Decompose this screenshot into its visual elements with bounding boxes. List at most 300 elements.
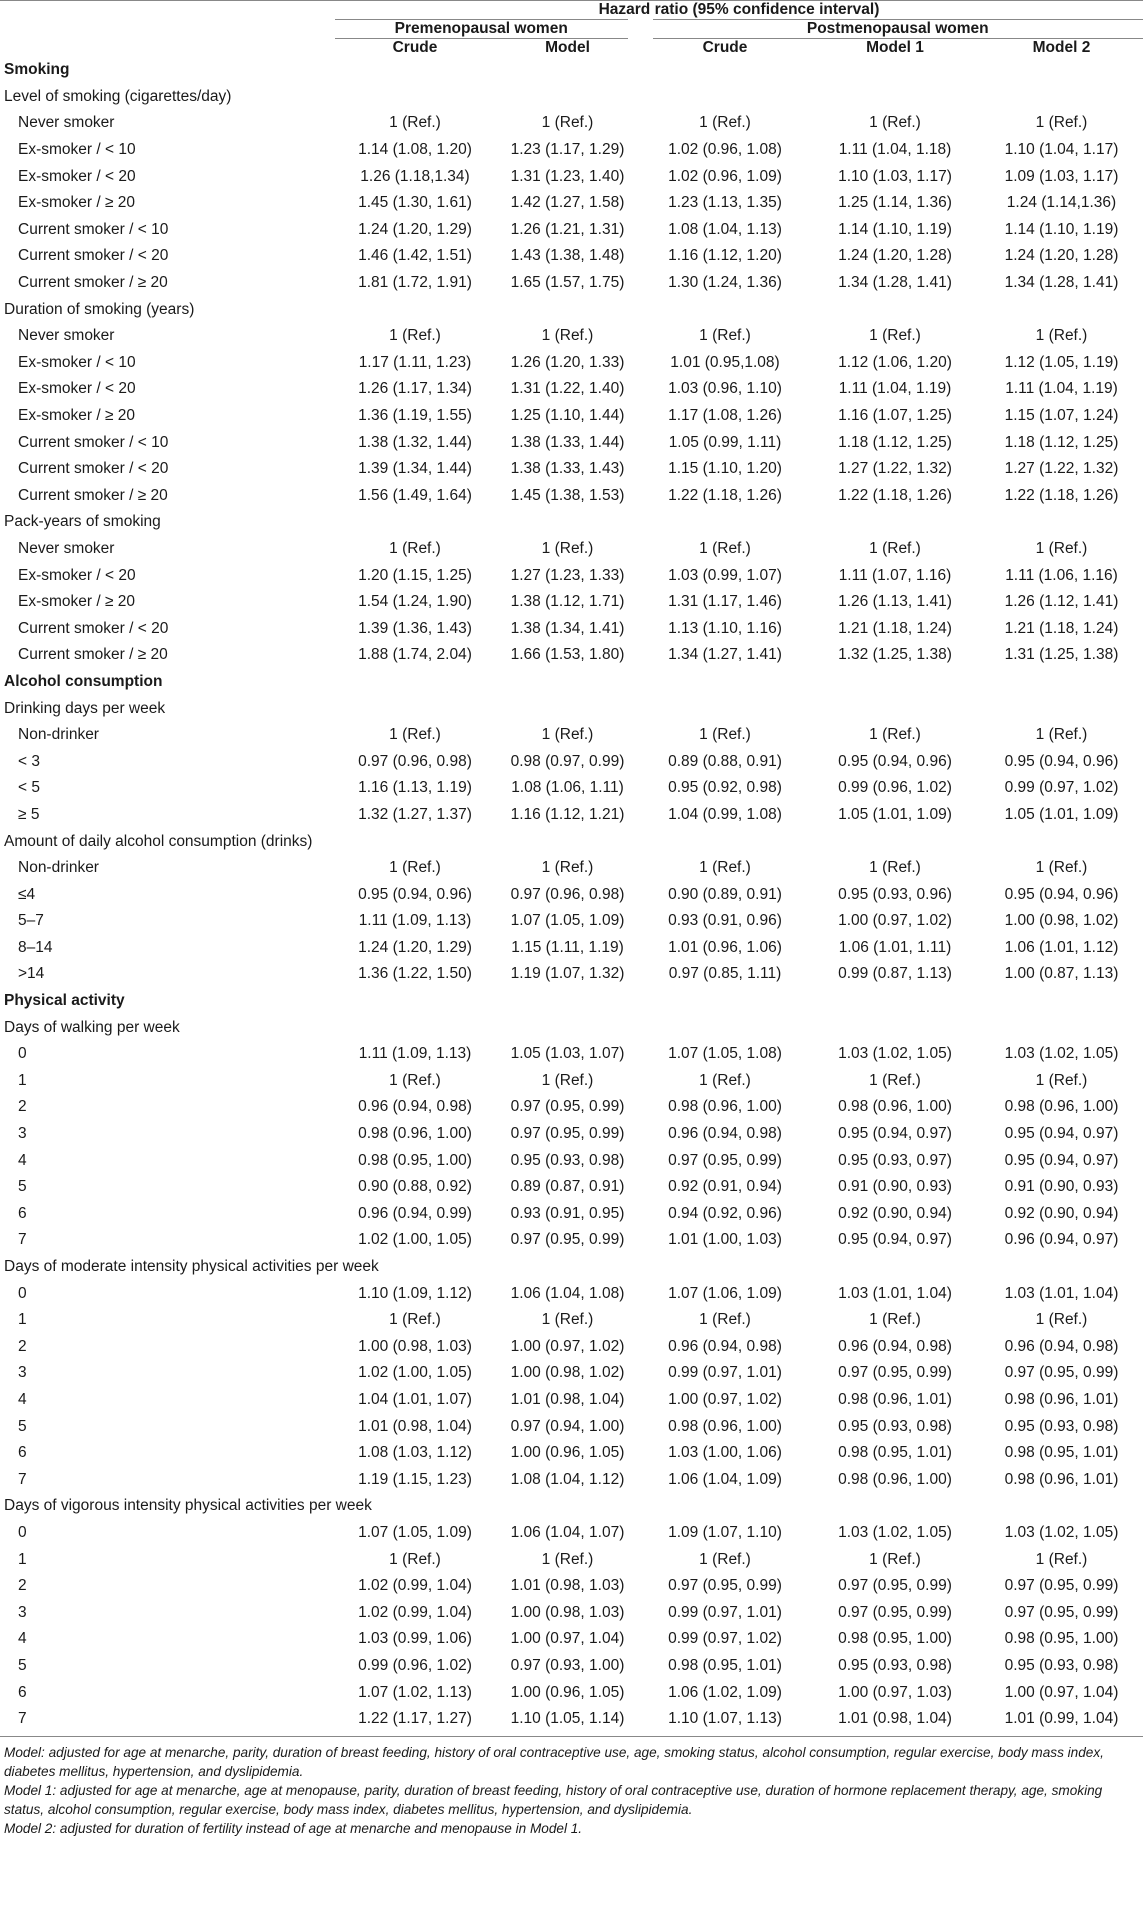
hazard-ratio-cell: 0.97 (0.95, 0.99)	[838, 1364, 952, 1382]
table-row	[0, 1147, 1143, 1174]
table-row	[0, 536, 1143, 563]
hazard-ratio-cell: 1.11 (1.04, 1.18)	[838, 141, 952, 159]
hazard-ratio-cell: 1 (Ref.)	[1035, 859, 1088, 877]
hazard-ratio-cell: 1 (Ref.)	[869, 1550, 921, 1568]
hazard-ratio-cell: 1.02 (0.99, 1.04)	[358, 1603, 472, 1621]
hazard-ratio-cell: 1.23 (1.17, 1.29)	[510, 141, 625, 159]
row-label: 1	[18, 1550, 27, 1568]
table-row	[0, 483, 1143, 510]
hazard-ratio-cell: 1.31 (1.17, 1.46)	[668, 593, 782, 611]
hazard-ratio-cell: 1 (Ref.)	[1035, 327, 1088, 345]
hazard-ratio-cell: 1 (Ref.)	[1035, 1550, 1088, 1568]
hazard-ratio-cell: 0.98 (0.95, 1.01)	[668, 1656, 782, 1674]
hazard-ratio-cell: 1.27 (1.22, 1.32)	[838, 460, 952, 478]
row-label: Current smoker / < 10	[18, 220, 169, 238]
hazard-ratio-cell: 0.96 (0.94, 0.97)	[1004, 1231, 1119, 1249]
hazard-ratio-cell: 1.11 (1.09, 1.13)	[358, 1045, 472, 1063]
table-row	[0, 1679, 1143, 1706]
hazard-ratio-cell: 0.95 (0.94, 0.96)	[838, 752, 952, 770]
hazard-ratio-cell: 0.95 (0.93, 0.98)	[1004, 1417, 1119, 1435]
hazard-ratio-cell: 1 (Ref.)	[869, 114, 921, 132]
row-label: Current smoker / < 10	[18, 433, 169, 451]
hazard-ratio-cell: 1.27 (1.23, 1.33)	[510, 566, 625, 584]
subsection-label: Days of vigorous intensity physical activities per week	[4, 1497, 372, 1515]
hazard-ratio-cell: 1.24 (1.14,1.36)	[1006, 194, 1117, 212]
section-row	[0, 57, 1143, 84]
hazard-ratio-cell: 1 (Ref.)	[699, 1071, 751, 1089]
hazard-ratio-cell: 1.10 (1.04, 1.17)	[1004, 141, 1119, 159]
hazard-ratio-cell: 0.93 (0.91, 0.95)	[510, 1204, 625, 1222]
hazard-ratio-cell: 1 (Ref.)	[1035, 539, 1088, 557]
hazard-ratio-cell: 1.81 (1.72, 1.91)	[358, 274, 472, 292]
hazard-ratio-cell: 1 (Ref.)	[541, 1311, 594, 1329]
hazard-ratio-cell: 0.98 (0.97, 0.99)	[510, 752, 625, 770]
subsection-row	[0, 1014, 1143, 1041]
table-row	[0, 1413, 1143, 1440]
hazard-ratio-cell: 0.95 (0.94, 0.96)	[358, 885, 472, 903]
section-label: Alcohol consumption	[4, 672, 163, 690]
hazard-ratio-cell: 1.23 (1.13, 1.35)	[668, 194, 782, 212]
hazard-ratio-cell: 0.97 (0.95, 0.99)	[510, 1098, 625, 1116]
hazard-ratio-cell: 1.39 (1.34, 1.44)	[358, 460, 472, 478]
table-row	[0, 1520, 1143, 1547]
hazard-ratio-cell: 1.31 (1.25, 1.38)	[1004, 646, 1119, 664]
hazard-ratio-cell: 1 (Ref.)	[869, 327, 921, 345]
hazard-ratio-cell: 1.06 (1.01, 1.12)	[1004, 938, 1119, 956]
hazard-ratio-cell: 1 (Ref.)	[699, 726, 751, 744]
hazard-ratio-cell: 1.24 (1.20, 1.28)	[1004, 247, 1119, 265]
hazard-ratio-cell: 1.00 (0.98, 1.02)	[510, 1364, 625, 1382]
row-label: Current smoker / < 20	[18, 460, 169, 478]
row-label: < 3	[18, 752, 40, 770]
hazard-ratio-cell: 1.38 (1.32, 1.44)	[358, 433, 472, 451]
table-row	[0, 642, 1143, 669]
row-label: Ex-smoker / < 10	[18, 353, 136, 371]
hazard-ratio-cell: 0.95 (0.93, 0.98)	[510, 1151, 625, 1169]
table-row	[0, 1174, 1143, 1201]
hazard-ratio-cell: 1.11 (1.07, 1.16)	[838, 566, 952, 584]
hazard-ratio-cell: 1.10 (1.05, 1.14)	[510, 1710, 625, 1728]
table-row	[0, 1706, 1143, 1733]
hazard-ratio-cell: 1 (Ref.)	[699, 1550, 751, 1568]
subsection-row	[0, 828, 1143, 855]
table-row	[0, 748, 1143, 775]
subsection-label: Pack-years of smoking	[4, 513, 161, 531]
hazard-ratio-cell: 0.94 (0.92, 0.96)	[668, 1204, 782, 1222]
section-row	[0, 988, 1143, 1015]
subsection-label: Level of smoking (cigarettes/day)	[4, 87, 232, 105]
hazard-ratio-cell: 0.97 (0.95, 0.99)	[838, 1577, 952, 1595]
section-row	[0, 669, 1143, 696]
hazard-ratio-cell: 0.90 (0.89, 0.91)	[668, 885, 782, 903]
hazard-ratio-cell: 1.00 (0.87, 1.13)	[1004, 965, 1119, 983]
section-label: Physical activity	[4, 992, 125, 1010]
hazard-ratio-cell: 0.92 (0.90, 0.94)	[838, 1204, 952, 1222]
table-row	[0, 1280, 1143, 1307]
hazard-ratio-cell: 0.95 (0.94, 0.96)	[1004, 885, 1119, 903]
hazard-ratio-cell: 1.05 (1.03, 1.07)	[510, 1045, 625, 1063]
table-row	[0, 217, 1143, 244]
row-label: 5	[18, 1417, 27, 1435]
hazard-ratio-cell: 0.95 (0.94, 0.97)	[838, 1231, 952, 1249]
hazard-ratio-cell: 1.11 (1.09, 1.13)	[358, 912, 472, 930]
hazard-ratio-cell: 1.32 (1.25, 1.38)	[838, 646, 952, 664]
hazard-ratio-cell: 0.98 (0.95, 1.01)	[1004, 1444, 1119, 1462]
hazard-ratio-cell: 0.99 (0.96, 1.02)	[358, 1656, 472, 1674]
hazard-ratio-cell: 1.06 (1.04, 1.07)	[510, 1523, 625, 1541]
hazard-ratio-cell: 1.08 (1.04, 1.13)	[668, 220, 782, 238]
hazard-ratio-cell: 0.98 (0.96, 1.00)	[358, 1125, 472, 1143]
hazard-ratio-cell: 0.95 (0.94, 0.97)	[838, 1125, 952, 1143]
hazard-ratio-cell: 1.01 (0.98, 1.04)	[838, 1710, 952, 1728]
hazard-ratio-cell: 1.19 (1.07, 1.32)	[510, 965, 625, 983]
hazard-ratio-cell: 1 (Ref.)	[389, 1311, 441, 1329]
hazard-ratio-cell: 0.91 (0.90, 0.93)	[838, 1178, 952, 1196]
hazard-ratio-cell: 0.97 (0.94, 1.00)	[510, 1417, 625, 1435]
hazard-ratio-cell: 0.89 (0.87, 0.91)	[510, 1178, 625, 1196]
hazard-ratio-cell: 1.20 (1.15, 1.25)	[358, 566, 472, 584]
hazard-ratio-cell: 1.31 (1.23, 1.40)	[510, 167, 625, 185]
table-row	[0, 376, 1143, 403]
hazard-ratio-cell: 0.91 (0.90, 0.93)	[1004, 1178, 1119, 1196]
row-label: < 5	[18, 779, 40, 797]
row-label: Non-drinker	[18, 859, 99, 877]
hazard-ratio-cell: 1 (Ref.)	[869, 1071, 921, 1089]
row-label: Ex-smoker / < 20	[18, 566, 136, 584]
hazard-ratio-cell: 1.66 (1.53, 1.80)	[510, 646, 625, 664]
hazard-ratio-cell: 1.26 (1.17, 1.34)	[358, 380, 472, 398]
hazard-ratio-cell: 1.04 (0.99, 1.08)	[668, 805, 782, 823]
hazard-ratio-cell: 0.97 (0.93, 1.00)	[510, 1656, 625, 1674]
hazard-ratio-cell: 1.06 (1.04, 1.08)	[510, 1284, 625, 1302]
hazard-ratio-cell: 1.06 (1.04, 1.09)	[668, 1470, 782, 1488]
subsection-label: Drinking days per week	[4, 699, 166, 717]
hazard-ratio-cell: 1.03 (1.02, 1.05)	[838, 1045, 952, 1063]
hazard-ratio-cell: 1.17 (1.11, 1.23)	[358, 353, 472, 371]
hazard-ratio-cell: 1.15 (1.11, 1.19)	[511, 938, 624, 956]
hazard-ratio-cell: 1.01 (0.95,1.08)	[670, 353, 780, 371]
hazard-ratio-cell: 0.99 (0.87, 1.13)	[838, 965, 952, 983]
row-label: 2	[18, 1337, 27, 1355]
hazard-ratio-cell: 1.38 (1.34, 1.41)	[510, 619, 625, 637]
hazard-ratio-cell: 1.00 (0.98, 1.03)	[510, 1603, 625, 1621]
hazard-ratio-cell: 1.01 (0.98, 1.03)	[510, 1577, 625, 1595]
table-row	[0, 429, 1143, 456]
hazard-ratio-cell: 1.00 (0.98, 1.02)	[1004, 912, 1119, 930]
hazard-ratio-cell: 0.98 (0.96, 1.01)	[838, 1390, 952, 1408]
hazard-ratio-cell: 1.13 (1.10, 1.16)	[668, 619, 782, 637]
hazard-ratio-cell: 1 (Ref.)	[389, 1550, 441, 1568]
hazard-ratio-cell: 0.99 (0.97, 1.01)	[668, 1603, 782, 1621]
hazard-ratio-cell: 0.98 (0.96, 1.00)	[668, 1417, 782, 1435]
row-label: >14	[18, 965, 45, 983]
hazard-ratio-cell: 1 (Ref.)	[699, 327, 751, 345]
hazard-ratio-cell: 1.14 (1.10, 1.19)	[838, 220, 952, 238]
table-row	[0, 403, 1143, 430]
hazard-ratio-cell: 0.97 (0.95, 0.99)	[1004, 1364, 1119, 1382]
table-row	[0, 1573, 1143, 1600]
hazard-ratio-cell: 1 (Ref.)	[869, 859, 921, 877]
table-row	[0, 1599, 1143, 1626]
hazard-ratio-cell: 1.46 (1.42, 1.51)	[358, 247, 472, 265]
hazard-ratio-cell: 1.22 (1.18, 1.26)	[1004, 486, 1119, 504]
row-label: ≥ 5	[18, 805, 40, 823]
hazard-ratio-cell: 1.25 (1.10, 1.44)	[510, 407, 625, 425]
table-row	[0, 1360, 1143, 1387]
table-row	[0, 722, 1143, 749]
section-label: Smoking	[4, 61, 70, 79]
table-row	[0, 1227, 1143, 1254]
table-row	[0, 1121, 1143, 1148]
hazard-ratio-cell: 1 (Ref.)	[869, 1311, 921, 1329]
hazard-ratio-cell: 1.34 (1.27, 1.41)	[668, 646, 782, 664]
hazard-ratio-cell: 1 (Ref.)	[1035, 726, 1088, 744]
hazard-ratio-cell: 1.26 (1.21, 1.31)	[510, 220, 625, 238]
hazard-ratio-cell: 0.95 (0.93, 0.97)	[838, 1151, 952, 1169]
hazard-ratio-cell: 1.32 (1.27, 1.37)	[358, 805, 472, 823]
row-label: Ex-smoker / < 10	[18, 141, 136, 159]
hazard-ratio-cell: 1 (Ref.)	[699, 539, 751, 557]
hazard-ratio-cell: 1.03 (1.01, 1.04)	[1004, 1284, 1119, 1302]
hazard-ratio-cell: 1.06 (1.01, 1.11)	[838, 938, 952, 956]
table-footnotes	[0, 1737, 1143, 1838]
row-label: Never smoker	[18, 114, 115, 132]
row-label: 4	[18, 1151, 27, 1169]
hazard-ratio-cell: 1.15 (1.07, 1.24)	[1004, 407, 1119, 425]
hazard-ratio-cell: 1.88 (1.74, 2.04)	[358, 646, 472, 664]
hazard-ratio-cell: 1 (Ref.)	[389, 726, 441, 744]
hazard-ratio-cell: 1.09 (1.03, 1.17)	[1004, 167, 1119, 185]
hazard-ratio-cell: 1 (Ref.)	[699, 114, 751, 132]
subsection-label: Days of moderate intensity physical activities per week	[4, 1258, 379, 1276]
row-label: Current smoker / ≥ 20	[18, 486, 168, 504]
table-row	[0, 908, 1143, 935]
hazard-ratio-cell: 1.14 (1.10, 1.19)	[1004, 220, 1119, 238]
hazard-ratio-cell: 1.03 (1.01, 1.04)	[838, 1284, 952, 1302]
hazard-ratio-cell: 0.95 (0.93, 0.96)	[838, 885, 952, 903]
hazard-ratio-cell: 1.34 (1.28, 1.41)	[838, 274, 952, 292]
hazard-ratio-cell: 1 (Ref.)	[389, 114, 441, 132]
hazard-ratio-cell: 1.01 (0.99, 1.04)	[1004, 1710, 1119, 1728]
hazard-ratio-cell: 1.22 (1.18, 1.26)	[838, 486, 952, 504]
row-label: 3	[18, 1364, 27, 1382]
hazard-ratio-cell: 0.98 (0.96, 1.00)	[668, 1098, 782, 1116]
hazard-ratio-cell: 1.00 (0.96, 1.05)	[510, 1444, 625, 1462]
row-label: 4	[18, 1390, 27, 1408]
hazard-ratio-cell: 1.30 (1.24, 1.36)	[668, 274, 782, 292]
hazard-ratio-cell: 0.96 (0.94, 0.98)	[358, 1098, 472, 1116]
subsection-label: Days of walking per week	[4, 1018, 180, 1036]
hazard-ratio-cell: 1.02 (0.99, 1.04)	[358, 1577, 472, 1595]
hazard-ratio-cell: 1.38 (1.33, 1.44)	[510, 433, 625, 451]
hazard-ratio-cell: 1.02 (1.00, 1.05)	[358, 1231, 472, 1249]
row-label: 2	[18, 1098, 27, 1116]
table-row	[0, 881, 1143, 908]
row-label: Never smoker	[18, 539, 115, 557]
hazard-ratio-cell: 1.38 (1.33, 1.43)	[510, 460, 625, 478]
table-row	[0, 1334, 1143, 1361]
hazard-ratio-cell: 1 (Ref.)	[869, 726, 921, 744]
hazard-ratio-cell: 1.02 (1.00, 1.05)	[358, 1364, 472, 1382]
hazard-ratio-cell: 1.10 (1.07, 1.13)	[668, 1710, 782, 1728]
table-row	[0, 589, 1143, 616]
hazard-ratio-cell: 1.17 (1.08, 1.26)	[668, 407, 782, 425]
row-label: 3	[18, 1125, 27, 1143]
table-row	[0, 802, 1143, 829]
hazard-ratio-cell: 0.98 (0.95, 1.00)	[358, 1151, 472, 1169]
hazard-ratio-cell: 1.54 (1.24, 1.90)	[358, 593, 472, 611]
hazard-ratio-cell: 1 (Ref.)	[541, 1550, 594, 1568]
header-postmenopausal: Postmenopausal women	[640, 20, 1143, 39]
row-label: Ex-smoker / ≥ 20	[18, 194, 136, 212]
table-body	[0, 57, 1143, 1732]
hazard-ratio-cell: 1.00 (0.97, 1.02)	[510, 1337, 625, 1355]
row-label: Current smoker / ≥ 20	[18, 646, 168, 664]
hazard-ratio-cell: 1 (Ref.)	[869, 539, 921, 557]
hazard-ratio-cell: 0.98 (0.96, 1.00)	[838, 1470, 952, 1488]
hazard-ratio-cell: 1.24 (1.20, 1.29)	[358, 220, 472, 238]
hazard-ratio-cell: 1.56 (1.49, 1.64)	[358, 486, 472, 504]
hazard-ratio-cell: 1.10 (1.03, 1.17)	[838, 167, 952, 185]
hazard-ratio-cell: 0.98 (0.95, 1.00)	[838, 1630, 952, 1648]
hazard-ratio-cell: 1.19 (1.15, 1.23)	[358, 1470, 472, 1488]
hazard-ratio-cell: 1.16 (1.07, 1.25)	[838, 407, 952, 425]
table-row	[0, 935, 1143, 962]
hazard-ratio-cell: 0.97 (0.95, 0.99)	[1004, 1577, 1119, 1595]
hazard-ratio-cell: 1.25 (1.14, 1.36)	[838, 194, 952, 212]
table-row	[0, 137, 1143, 164]
hazard-ratio-cell: 0.99 (0.97, 1.01)	[668, 1364, 782, 1382]
table-row	[0, 190, 1143, 217]
row-label: 6	[18, 1444, 27, 1462]
table-row	[0, 1546, 1143, 1573]
subsection-label: Duration of smoking (years)	[4, 300, 195, 318]
table-row	[0, 961, 1143, 988]
subsection-label: Amount of daily alcohol consumption (drinks)	[4, 832, 313, 850]
hazard-ratio-cell: 1 (Ref.)	[541, 327, 594, 345]
hazard-ratio-cell: 1.16 (1.13, 1.19)	[358, 779, 472, 797]
row-label: 6	[18, 1204, 27, 1222]
column-header: Model 2	[1032, 39, 1091, 56]
hazard-ratio-cell: 1.18 (1.12, 1.25)	[1004, 433, 1119, 451]
hazard-ratio-cell: 1.03 (1.00, 1.06)	[668, 1444, 782, 1462]
subsection-row	[0, 509, 1143, 536]
hazard-ratio-cell: 1.08 (1.04, 1.12)	[510, 1470, 625, 1488]
hazard-ratio-cell: 1.39 (1.36, 1.43)	[358, 619, 472, 637]
table-row	[0, 270, 1143, 297]
hazard-ratio-cell: 1.02 (0.96, 1.08)	[668, 141, 782, 159]
hazard-ratio-cell: 1.07 (1.05, 1.09)	[358, 1523, 472, 1541]
row-label: Ex-smoker / < 20	[18, 167, 136, 185]
hazard-ratio-cell: 1.18 (1.12, 1.25)	[838, 433, 952, 451]
hazard-ratio-cell: 1 (Ref.)	[541, 1071, 594, 1089]
hazard-ratio-cell: 1.06 (1.02, 1.09)	[668, 1683, 782, 1701]
row-label: Ex-smoker / ≥ 20	[18, 407, 136, 425]
table-row	[0, 350, 1143, 377]
row-label: 0	[18, 1045, 27, 1063]
subsection-row	[0, 296, 1143, 323]
hazard-ratio-cell: 1.03 (1.02, 1.05)	[1004, 1523, 1119, 1541]
row-label: Never smoker	[18, 327, 115, 345]
hazard-ratio-cell: 1.03 (1.02, 1.05)	[1004, 1045, 1119, 1063]
subsection-row	[0, 695, 1143, 722]
table-header	[0, 1, 1143, 58]
hazard-ratio-cell: 1.00 (0.96, 1.05)	[510, 1683, 625, 1701]
hazard-ratio-cell: 1.22 (1.18, 1.26)	[668, 486, 782, 504]
hazard-ratio-cell: 1.11 (1.06, 1.16)	[1005, 566, 1118, 584]
hazard-ratio-cell: 1.01 (0.96, 1.06)	[668, 938, 782, 956]
row-label: 0	[18, 1284, 27, 1302]
hazard-ratio-cell: 0.95 (0.94, 0.97)	[1004, 1151, 1119, 1169]
hazard-ratio-cell: 1 (Ref.)	[389, 1071, 441, 1089]
footnote-model-2: Model 2: adjusted for duration of fertility instead of age at menarche and menopause in Model 1.	[4, 1821, 583, 1837]
hazard-ratio-cell: 1 (Ref.)	[541, 539, 594, 557]
row-label: Ex-smoker / ≥ 20	[18, 593, 136, 611]
hazard-ratio-cell: 1.00 (0.97, 1.04)	[510, 1630, 625, 1648]
header-premenopausal: Premenopausal women	[335, 20, 640, 39]
subsection-row	[0, 1254, 1143, 1281]
hazard-ratio-cell: 1.08 (1.06, 1.11)	[511, 779, 624, 797]
hazard-ratio-cell: 1.15 (1.10, 1.20)	[668, 460, 782, 478]
hazard-ratio-cell: 1.01 (1.00, 1.03)	[668, 1231, 782, 1249]
column-header: Model	[545, 39, 590, 56]
hazard-ratio-cell: 1 (Ref.)	[389, 539, 441, 557]
hazard-ratio-cell: 1.26 (1.20, 1.33)	[510, 353, 625, 371]
hazard-ratio-cell: 1.43 (1.38, 1.48)	[510, 247, 625, 265]
hazard-ratio-cell: 1 (Ref.)	[541, 726, 594, 744]
footnote-model-1: Model 1: adjusted for age at menarche, age at menopause, parity, duration of breast feeding, history of oral contraceptive use, duration of hormone replacement therapy, age, smoking status, alcohol consumption, regular exercise, body mass index, diabetes mellitus, hypertension, and dyslipidemia.	[4, 1783, 1103, 1818]
table-row	[0, 1201, 1143, 1228]
hazard-ratio-cell: 0.99 (0.97, 1.02)	[668, 1630, 782, 1648]
hazard-ratio-cell: 1.26 (1.12, 1.41)	[1004, 593, 1119, 611]
hazard-ratio-cell: 0.95 (0.93, 0.98)	[1004, 1656, 1119, 1674]
hazard-ratio-cell: 0.90 (0.88, 0.92)	[358, 1178, 472, 1196]
hazard-ratio-cell: 0.95 (0.92, 0.98)	[668, 779, 782, 797]
row-label: 7	[18, 1231, 27, 1249]
hazard-ratio-cell: 1.11 (1.04, 1.19)	[838, 380, 952, 398]
hazard-ratio-cell: 0.98 (0.96, 1.01)	[1004, 1390, 1119, 1408]
hazard-ratio-cell: 1.07 (1.05, 1.08)	[668, 1045, 782, 1063]
hazard-ratio-cell: 1.03 (0.99, 1.07)	[668, 566, 782, 584]
table-row	[0, 163, 1143, 190]
hazard-ratio-cell: 1.31 (1.22, 1.40)	[510, 380, 625, 398]
hazard-ratio-cell: 0.95 (0.93, 0.98)	[838, 1656, 952, 1674]
hazard-ratio-cell: 0.89 (0.88, 0.91)	[668, 752, 782, 770]
row-label: 8–14	[18, 938, 53, 956]
table-row	[0, 562, 1143, 589]
hazard-ratio-cell: 1.05 (1.01, 1.09)	[838, 805, 952, 823]
hazard-ratio-cell: 1 (Ref.)	[541, 859, 594, 877]
hazard-ratio-cell: 0.97 (0.85, 1.11)	[668, 965, 782, 983]
hazard-ratio-cell: 0.97 (0.96, 0.98)	[358, 752, 472, 770]
hazard-ratio-cell: 1 (Ref.)	[389, 859, 441, 877]
hazard-ratio-cell: 0.99 (0.97, 1.02)	[1004, 779, 1119, 797]
hazard-ratio-cell: 1.26 (1.13, 1.41)	[838, 593, 952, 611]
table-row	[0, 1387, 1143, 1414]
hazard-ratio-cell: 1.05 (1.01, 1.09)	[1004, 805, 1119, 823]
hazard-ratio-cell: 0.96 (0.94, 0.98)	[668, 1337, 782, 1355]
hazard-ratio-cell: 1.08 (1.03, 1.12)	[358, 1444, 472, 1462]
hazard-ratio-cell: 0.98 (0.96, 1.00)	[1004, 1098, 1119, 1116]
table-row	[0, 615, 1143, 642]
footnote-model: Model: adjusted for age at menarche, parity, duration of breast feeding, history of oral contraceptive use, age, smoking status, alcohol consumption, regular exercise, body mass index, diabetes mellitus, hypertension, and dyslipidemia.	[4, 1745, 1104, 1780]
hazard-ratio-cell: 0.97 (0.95, 0.99)	[1004, 1603, 1119, 1621]
hazard-ratio-cell: 1.14 (1.08, 1.20)	[358, 141, 472, 159]
column-header: Model 1	[866, 39, 924, 56]
hazard-ratio-cell: 0.98 (0.95, 1.00)	[1004, 1630, 1119, 1648]
hazard-ratio-cell: 1.11 (1.04, 1.19)	[1005, 380, 1118, 398]
hazard-ratio-cell: 1.04 (1.01, 1.07)	[358, 1390, 472, 1408]
